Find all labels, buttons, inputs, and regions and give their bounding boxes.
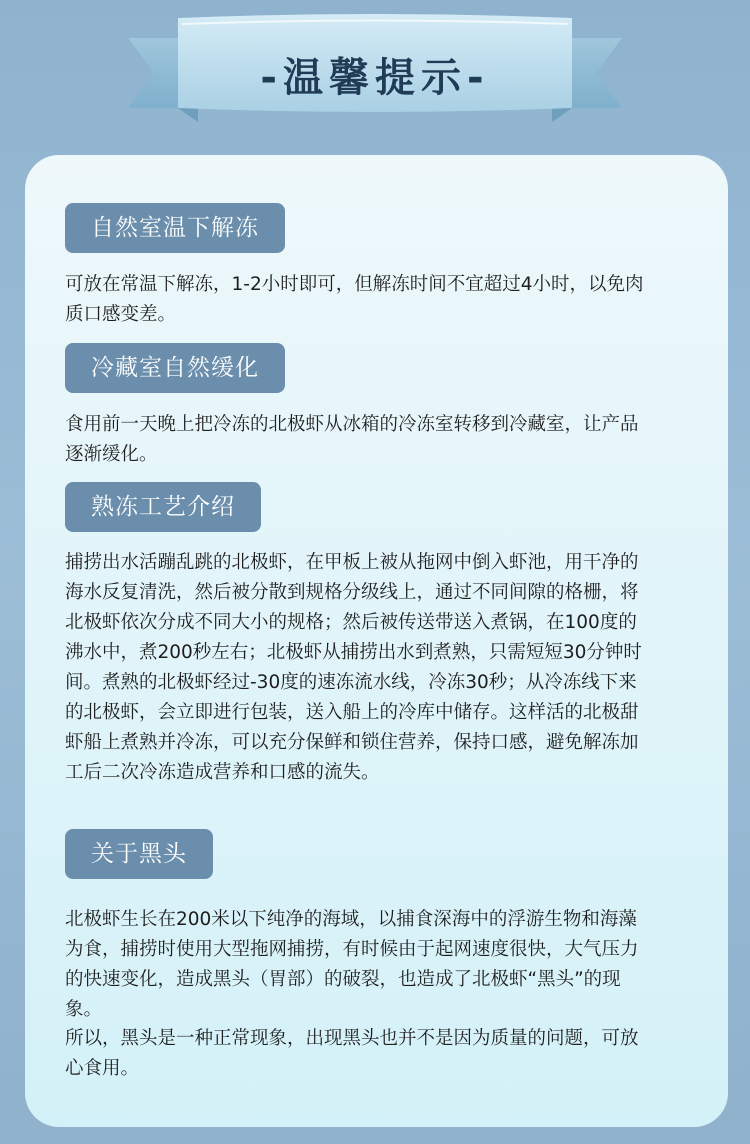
section-body-fridge-thaw: 食用前一天晚上把冷冻的北极虾从冰箱的冷冻室转移到冷藏室，让产品逐渐缓化。 bbox=[65, 414, 639, 465]
section-body-room-thaw: 可放在常温下解冻，1-2小时即可，但解冻时间不宜超过4小时，以免肉质口感变差。 bbox=[65, 274, 644, 325]
section-body-black-head: 北极虾生长在200米以下纯净的海域，以捕食深海中的浮游生物和海藻为食，捕捞时使用大型拖网捕捞，有时候由于起网速度很快，大气压力的快速变化，造成黑头（胃部）的破裂，也造成了北极虾“黑头”的现象。 bbox=[65, 909, 639, 1020]
page-title: -温馨提示- bbox=[260, 55, 490, 101]
section-title-cooked-frozen-process: 熟冻工艺介绍 bbox=[65, 482, 261, 532]
section-body-black-head-conclusion: 所以，黑头是一种正常现象，出现黑头也并不是因为质量的问题，可放心食用。 bbox=[65, 1028, 639, 1079]
section-title-black-head: 关于黑头 bbox=[65, 829, 213, 879]
header-banner bbox=[120, 12, 630, 127]
section-body-cooked-frozen-process: 捕捞出水活蹦乱跳的北极虾，在甲板上被从拖网中倒入虾池，用干净的海水反复清洗，然后被分散到规格分级线上，通过不同间隙的格栅，将北极虾依次分成不同大小的规格；然后被传送带送入煮锅，在100度的沸水中，煮200秒左右；北极虾从捕捞出水到煮熟，只需短短30分钟时间。煮熟的北极虾经过-30度的速冻流水线，冷冻30秒；从冷冻线下来的北极虾，会立即进行包装，送入船上的冷库中储存。这样活的北极甜虾船上煮熟并冷冻，可以充分保鲜和锁住营养，保持口感，避免解冻加工后二次冷冻造成营养和口感的流失。 bbox=[65, 552, 642, 783]
section-title-room-thaw: 自然室温下解冻 bbox=[65, 203, 285, 253]
section-title-fridge-thaw: 冷藏室自然缓化 bbox=[65, 343, 285, 393]
